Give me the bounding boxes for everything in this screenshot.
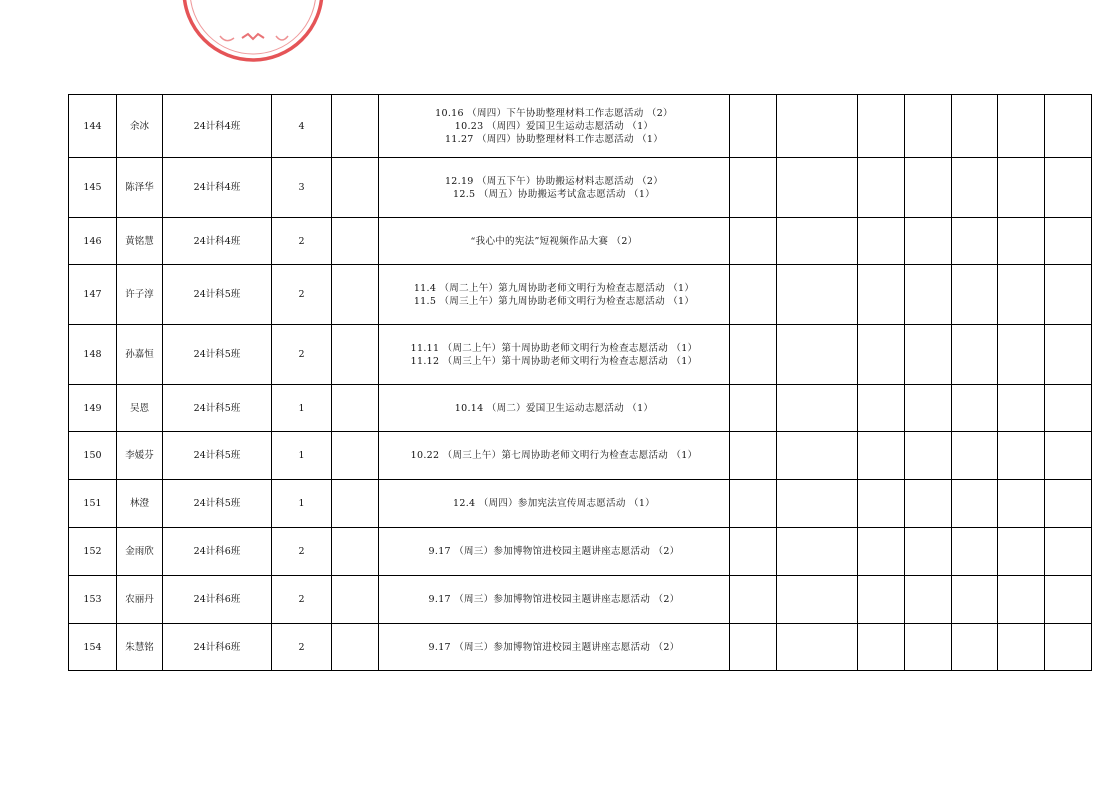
- empty-cell: [952, 624, 998, 671]
- class-name: 24计科6班: [163, 624, 272, 671]
- activity-line: 11.11 （周二上午）第十周协助老师文明行为检查志愿活动 （1）: [410, 342, 698, 354]
- empty-cell: [332, 576, 379, 624]
- activity-cell: [379, 528, 730, 576]
- empty-cell: [858, 218, 905, 265]
- activity-line: 12.5 （周五）协助搬运考试盒志愿活动 （1）: [453, 188, 655, 200]
- empty-cell: [1045, 385, 1092, 432]
- activity-line: 9.17 （周三）参加博物馆进校园主题讲座志愿活动 （2）: [428, 641, 680, 653]
- empty-cell: [730, 95, 777, 158]
- empty-cell: [952, 95, 998, 158]
- activity-cell: [379, 265, 730, 325]
- activity-line: 12.19 （周五下午）协助搬运材料志愿活动 （2）: [444, 175, 664, 187]
- empty-cell: [858, 95, 905, 158]
- activity-cell: [379, 432, 730, 480]
- empty-cell: [998, 480, 1045, 528]
- class-name: 24计科4班: [163, 95, 272, 158]
- student-name: 孙嘉恒: [117, 325, 163, 385]
- volunteer-hours: 2: [272, 576, 332, 624]
- activity-line: 9.17 （周三）参加博物馆进校园主题讲座志愿活动 （2）: [428, 594, 680, 605]
- student-name: 农丽丹: [117, 576, 163, 624]
- empty-cell: [905, 95, 952, 158]
- empty-cell: [332, 528, 379, 576]
- empty-cell: [332, 158, 379, 218]
- empty-cell: [730, 158, 777, 218]
- empty-cell: [777, 624, 858, 671]
- activity-cell: [379, 624, 730, 671]
- row-number: 152: [69, 528, 117, 576]
- activity-line: 11.27 （周四）协助整理材料工作志愿活动 （1）: [444, 133, 664, 145]
- activity-cell: [379, 218, 730, 265]
- row-number: 146: [69, 218, 117, 265]
- activity-cell: [379, 385, 730, 432]
- activity-line: 11.4 （周二上午）第九周协助老师文明行为检查志愿活动 （1）: [413, 282, 695, 294]
- empty-cell: [1045, 432, 1092, 480]
- class-name: 24计科4班: [163, 218, 272, 265]
- empty-cell: [730, 432, 777, 480]
- empty-cell: [952, 265, 998, 325]
- row-number: 150: [69, 432, 117, 480]
- empty-cell: [858, 432, 905, 480]
- empty-cell: [777, 265, 858, 325]
- row-number: 148: [69, 325, 117, 385]
- empty-cell: [858, 325, 905, 385]
- class-name: 24计科5班: [163, 385, 272, 432]
- empty-cell: [332, 385, 379, 432]
- empty-cell: [730, 528, 777, 576]
- class-name: 24计科5班: [163, 265, 272, 325]
- volunteer-hours: 2: [272, 325, 332, 385]
- activity-line: 10.22 （周三上午）第七周协助老师文明行为检查志愿活动 （1）: [410, 450, 698, 461]
- empty-cell: [1045, 480, 1092, 528]
- class-name: 24计科5班: [163, 432, 272, 480]
- activity-line: “我心中的宪法”短视频作品大赛 （2）: [470, 235, 638, 247]
- empty-cell: [952, 528, 998, 576]
- empty-cell: [905, 624, 952, 671]
- class-name: 24计科6班: [163, 576, 272, 624]
- row-number: 145: [69, 158, 117, 218]
- row-number: 151: [69, 480, 117, 528]
- empty-cell: [858, 158, 905, 218]
- row-number: 153: [69, 576, 117, 624]
- activity-cell: [379, 158, 730, 218]
- row-number: 147: [69, 265, 117, 325]
- empty-cell: [952, 480, 998, 528]
- empty-cell: [905, 480, 952, 528]
- empty-cell: [998, 158, 1045, 218]
- empty-cell: [332, 265, 379, 325]
- empty-cell: [905, 385, 952, 432]
- volunteer-hours: 2: [272, 265, 332, 325]
- empty-cell: [332, 218, 379, 265]
- student-name: 许子淳: [117, 265, 163, 325]
- student-name: 吴恩: [117, 385, 163, 432]
- empty-cell: [332, 95, 379, 158]
- empty-cell: [777, 218, 858, 265]
- class-name: 24计科5班: [163, 480, 272, 528]
- empty-cell: [1045, 576, 1092, 624]
- empty-cell: [952, 432, 998, 480]
- table-row: [69, 385, 1092, 432]
- empty-cell: [998, 432, 1045, 480]
- row-number: 149: [69, 385, 117, 432]
- empty-cell: [858, 624, 905, 671]
- volunteer-hours: 2: [272, 218, 332, 265]
- empty-cell: [858, 576, 905, 624]
- volunteer-hours: 2: [272, 528, 332, 576]
- activity-line: 9.17 （周三）参加博物馆进校园主题讲座志愿活动 （2）: [428, 546, 680, 557]
- empty-cell: [1045, 218, 1092, 265]
- empty-cell: [998, 385, 1045, 432]
- class-name: 24计科6班: [163, 528, 272, 576]
- empty-cell: [905, 432, 952, 480]
- volunteer-hours: 3: [272, 158, 332, 218]
- student-name: 李媛芬: [117, 432, 163, 480]
- activity-cell: [379, 325, 730, 385]
- empty-cell: [952, 576, 998, 624]
- empty-cell: [998, 624, 1045, 671]
- official-seal: [180, 0, 326, 64]
- class-name: 24计科4班: [163, 158, 272, 218]
- empty-cell: [905, 265, 952, 325]
- empty-cell: [905, 325, 952, 385]
- volunteer-hours: 2: [272, 624, 332, 671]
- table-row: [69, 95, 1092, 158]
- student-name: 林澄: [117, 480, 163, 528]
- table-row: [69, 480, 1092, 528]
- activity-cell: [379, 480, 730, 528]
- empty-cell: [952, 385, 998, 432]
- empty-cell: [730, 576, 777, 624]
- empty-cell: [777, 95, 858, 158]
- empty-cell: [858, 480, 905, 528]
- volunteer-hours: 1: [272, 480, 332, 528]
- activity-line: 10.23 （周四）爱国卫生运动志愿活动 （1）: [454, 120, 654, 132]
- empty-cell: [1045, 528, 1092, 576]
- table-row: [69, 624, 1092, 671]
- empty-cell: [998, 95, 1045, 158]
- empty-cell: [1045, 95, 1092, 158]
- table-row: [69, 218, 1092, 265]
- student-name: 金雨欣: [117, 528, 163, 576]
- empty-cell: [952, 158, 998, 218]
- empty-cell: [998, 325, 1045, 385]
- row-number: 154: [69, 624, 117, 671]
- empty-cell: [730, 218, 777, 265]
- table-row: [69, 265, 1092, 325]
- table-row: [69, 432, 1092, 480]
- empty-cell: [1045, 158, 1092, 218]
- empty-cell: [777, 480, 858, 528]
- volunteer-hours-table: [68, 94, 1092, 671]
- empty-cell: [730, 480, 777, 528]
- empty-cell: [952, 325, 998, 385]
- empty-cell: [905, 528, 952, 576]
- activity-line: 11.5 （周三上午）第九周协助老师文明行为检查志愿活动 （1）: [413, 295, 695, 307]
- empty-cell: [952, 218, 998, 265]
- empty-cell: [1045, 624, 1092, 671]
- empty-cell: [1045, 325, 1092, 385]
- table-row: [69, 325, 1092, 385]
- empty-cell: [858, 528, 905, 576]
- empty-cell: [332, 432, 379, 480]
- empty-cell: [905, 218, 952, 265]
- activity-line: 12.4 （周四）参加宪法宣传周志愿活动 （1）: [453, 498, 655, 509]
- table-row: [69, 576, 1092, 624]
- volunteer-hours: 1: [272, 432, 332, 480]
- empty-cell: [1045, 265, 1092, 325]
- empty-cell: [777, 325, 858, 385]
- activity-cell: [379, 95, 730, 158]
- activity-line: 10.14 （周二）爱国卫生运动志愿活动 （1）: [454, 402, 654, 414]
- empty-cell: [332, 624, 379, 671]
- empty-cell: [998, 265, 1045, 325]
- student-name: 余冰: [117, 95, 163, 158]
- activity-line: 11.12 （周三上午）第十周协助老师文明行为检查志愿活动 （1）: [410, 355, 698, 367]
- empty-cell: [777, 158, 858, 218]
- row-number: 144: [69, 95, 117, 158]
- empty-cell: [998, 528, 1045, 576]
- empty-cell: [905, 158, 952, 218]
- empty-cell: [777, 576, 858, 624]
- table-row: [69, 528, 1092, 576]
- empty-cell: [777, 432, 858, 480]
- empty-cell: [998, 218, 1045, 265]
- activity-line: 10.16 （周四）下午协助整理材料工作志愿活动 （2）: [435, 107, 673, 119]
- class-name: 24计科5班: [163, 325, 272, 385]
- empty-cell: [730, 624, 777, 671]
- empty-cell: [998, 576, 1045, 624]
- empty-cell: [858, 385, 905, 432]
- empty-cell: [858, 265, 905, 325]
- empty-cell: [905, 576, 952, 624]
- activity-cell: [379, 576, 730, 624]
- empty-cell: [730, 265, 777, 325]
- empty-cell: [777, 385, 858, 432]
- volunteer-hours: 1: [272, 385, 332, 432]
- empty-cell: [730, 385, 777, 432]
- student-name: 黄铭慧: [117, 218, 163, 265]
- empty-cell: [332, 325, 379, 385]
- student-name: 陈泽华: [117, 158, 163, 218]
- volunteer-hours: 4: [272, 95, 332, 158]
- empty-cell: [777, 528, 858, 576]
- empty-cell: [332, 480, 379, 528]
- student-name: 朱慧铭: [117, 624, 163, 671]
- empty-cell: [730, 325, 777, 385]
- table-row: [69, 158, 1092, 218]
